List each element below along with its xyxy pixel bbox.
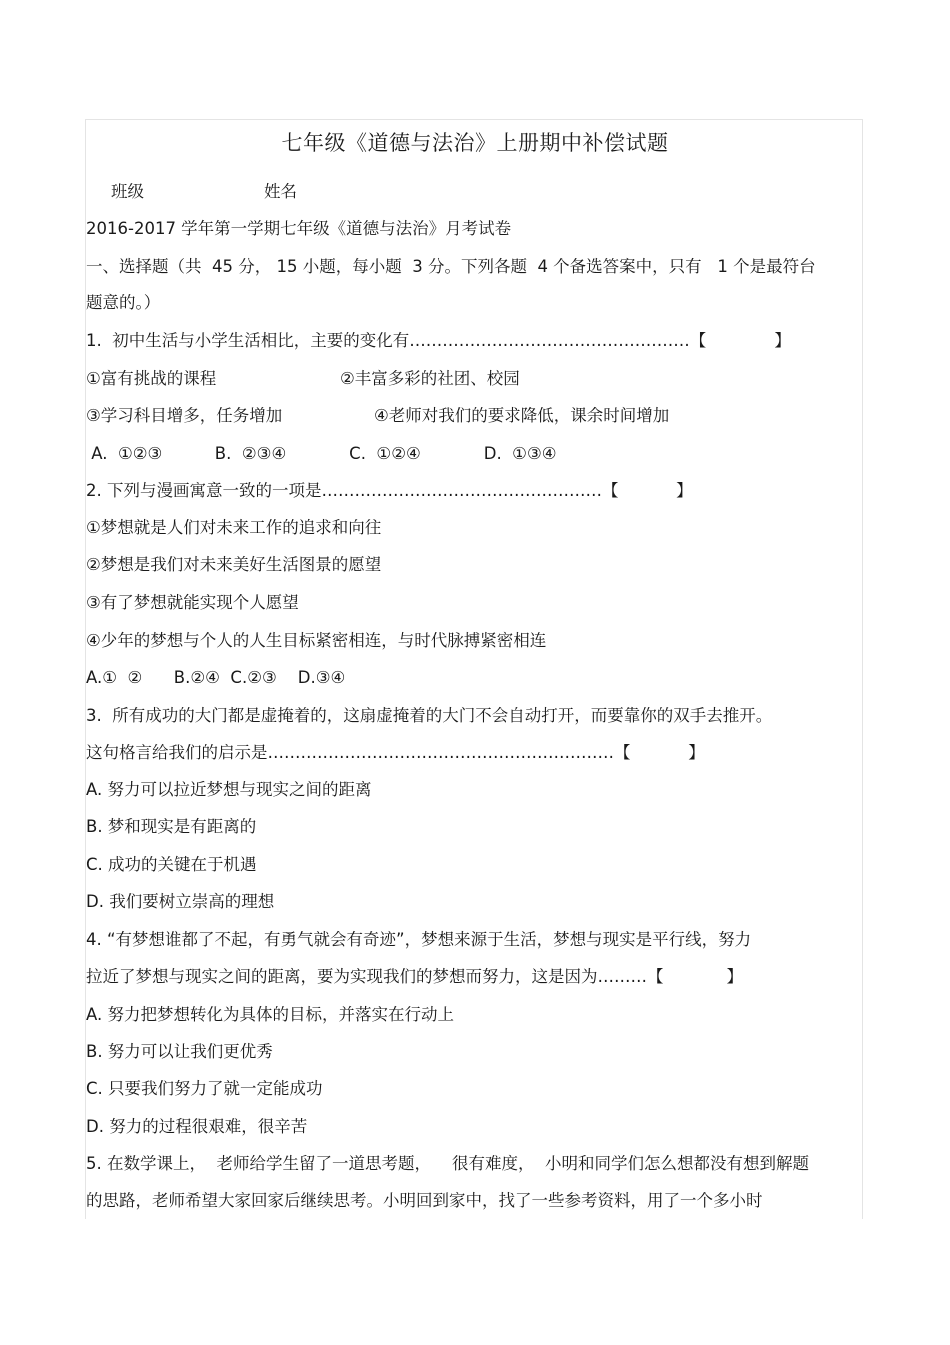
question-4-option-c: C. 只要我们努力了就一定能成功 bbox=[86, 1079, 323, 1098]
question-1-option-2: ②丰富多彩的社团、校园 bbox=[340, 369, 520, 388]
question-1-choices: A. ①②③ B. ②③④ C. ①②④ D. ①③④ bbox=[86, 444, 557, 463]
section-heading-line1: 一、选择题（共 45 分， 15 小题，每小题 3 分。下列各题 4 个备选答案中，只有 1 个是最符台 bbox=[86, 257, 816, 276]
question-4-option-b: B. 努力可以让我们更优秀 bbox=[86, 1042, 273, 1061]
section-heading-line2: 题意的。） bbox=[86, 293, 161, 312]
question-4-option-a: A. 努力把梦想转化为具体的目标，并落实在行动上 bbox=[86, 1005, 454, 1024]
question-2-option-4: ④少年的梦想与个人的人生目标紧密相连，与时代脉搏紧密相连 bbox=[86, 631, 547, 650]
question-4-option-d: D. 努力的过程很艰难，很辛苦 bbox=[86, 1117, 308, 1136]
question-2-option-3: ③有了梦想就能实现个人愿望 bbox=[86, 593, 299, 612]
class-label: 班级 bbox=[111, 182, 144, 201]
exam-title: 七年级《道德与法治》上册期中补偿试题 bbox=[281, 131, 669, 155]
question-3-option-a: A. 努力可以拉近梦想与现实之间的距离 bbox=[86, 780, 372, 799]
name-label: 姓名 bbox=[264, 182, 297, 201]
question-1-option-4: ④老师对我们的要求降低，课余时间增加 bbox=[374, 406, 670, 425]
question-1-option-1: ①富有挑战的课程 bbox=[86, 369, 217, 388]
question-4-stem-line2: 拉近了梦想与现实之间的距离，要为实现我们的梦想而努力，这是因为………【 】 bbox=[86, 967, 743, 986]
question-3-stem-line2: 这句格言给我们的启示是………………………………………………………【 】 bbox=[86, 743, 705, 762]
question-2-choices: A.① ② B.②④ C.②③ D.③④ bbox=[86, 668, 346, 687]
question-1-option-3: ③学习科目增多，任务增加 bbox=[86, 406, 283, 425]
question-3-option-c: C. 成功的关键在于机遇 bbox=[86, 855, 257, 874]
question-3-stem-line1: 3. 所有成功的大门都是虚掩着的，这扇虚掩着的大门不会自动打开，而要靠你的双手去推开。 bbox=[86, 706, 773, 725]
question-5-stem-line1: 5. 在数学课上， 老师给学生留了一道思考题， 很有难度， 小明和同学们怎么想都没有想到解题 bbox=[86, 1154, 809, 1173]
question-3-option-b: B. 梦和现实是有距离的 bbox=[86, 817, 257, 836]
question-4-stem-line1: 4. “有梦想谁都了不起，有勇气就会有奇迹”，梦想来源于生活，梦想与现实是平行线，努力 bbox=[86, 930, 752, 949]
question-2-option-1: ①梦想就是人们对未来工作的追求和向往 bbox=[86, 518, 382, 537]
question-2-option-2: ②梦想是我们对未来美好生活图景的愿望 bbox=[86, 555, 382, 574]
question-3-option-d: D. 我们要树立崇高的理想 bbox=[86, 892, 275, 911]
question-2-stem: 2. 下列与漫画寓意一致的一项是……………………………………………【 】 bbox=[86, 481, 693, 500]
question-5-stem-line2: 的思路，老师希望大家回家后继续思考。小明回到家中，找了一些参考资料，用了一个多小时 bbox=[86, 1191, 763, 1210]
question-1-stem: 1. 初中生活与小学生活相比，主要的变化有……………………………………………【 】 bbox=[86, 331, 791, 350]
exam-subtitle: 2016-2017 学年第一学期七年级《道德与法治》月考试卷 bbox=[86, 219, 512, 238]
